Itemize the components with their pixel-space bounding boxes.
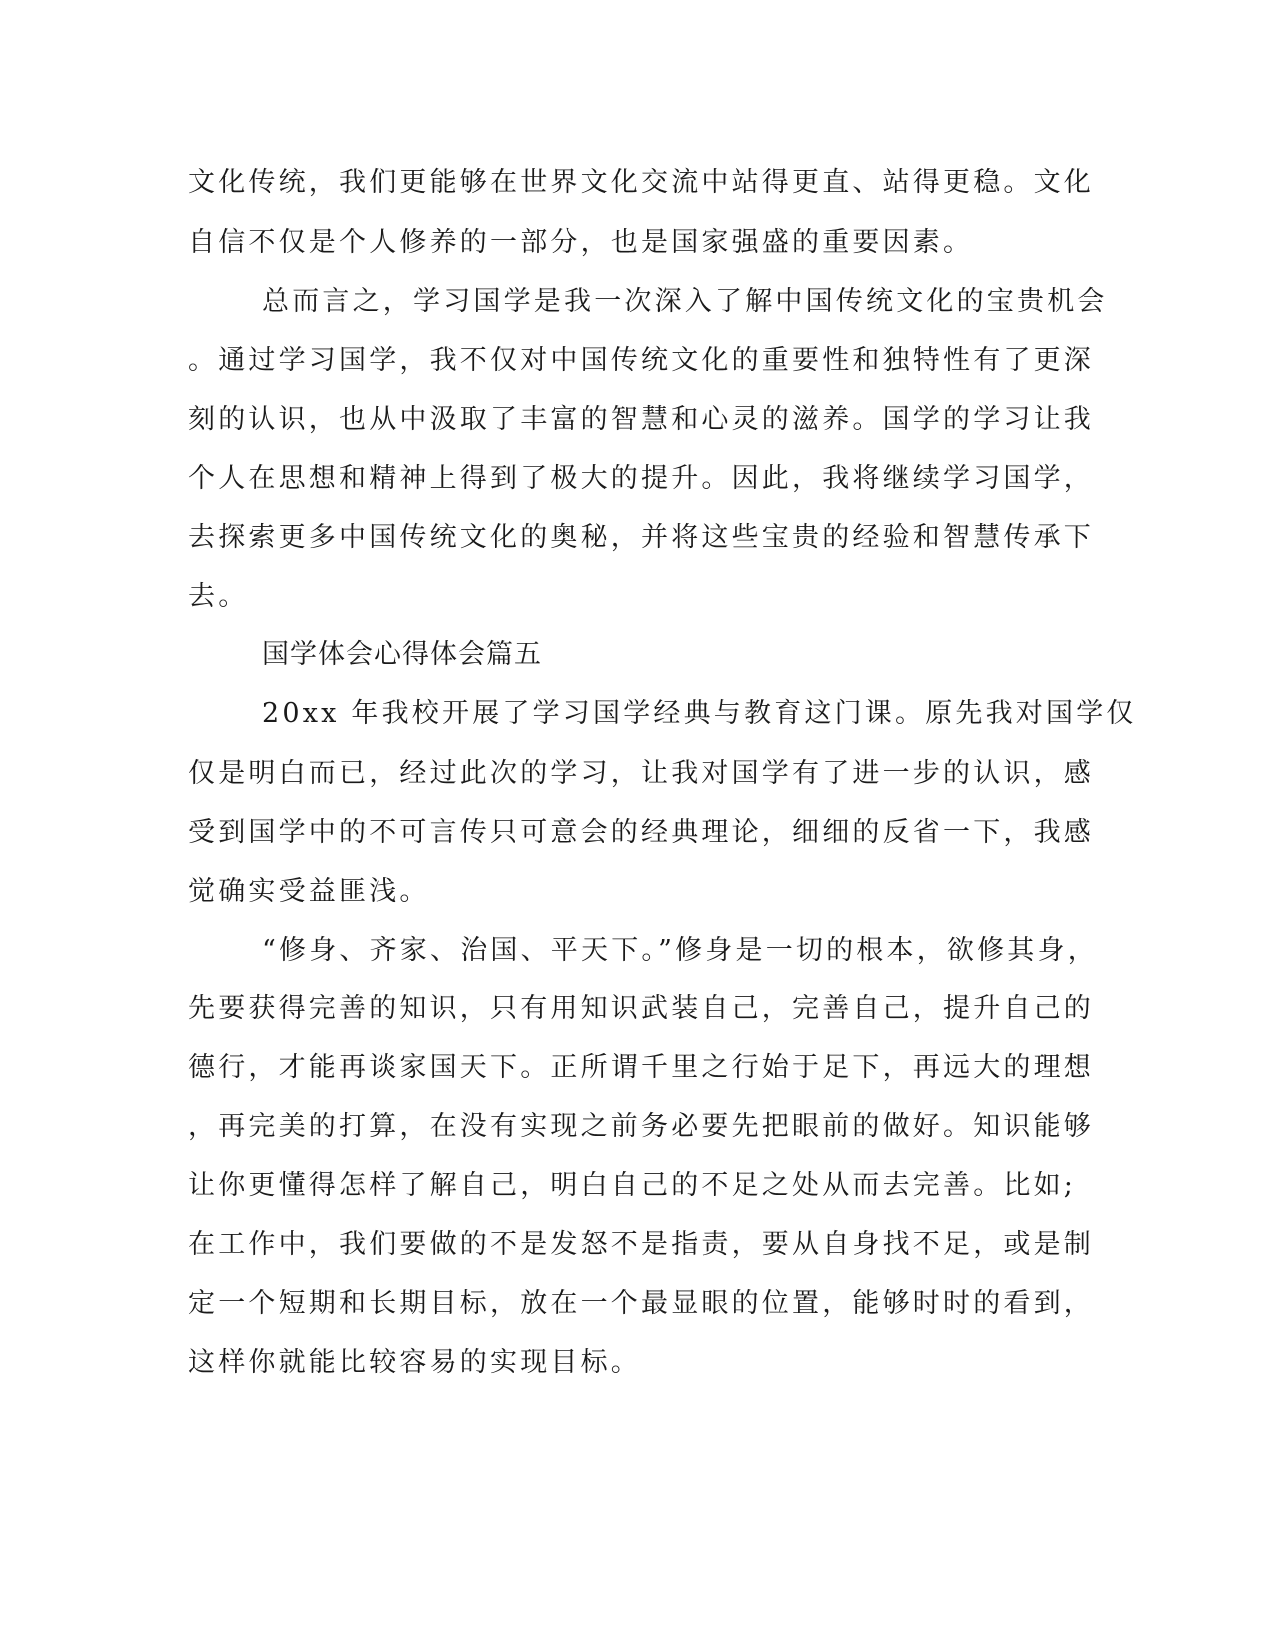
text-line: 自信不仅是个人修养的一部分，也是国家强盛的重要因素。 [188, 227, 974, 258]
text-line: ，再完美的打算，在没有实现之前务必要先把眼前的做好。知识能够 [188, 1111, 1094, 1142]
text-line: 让你更懂得怎样了解自己，明白自己的不足之处从而去完善。比如; [188, 1170, 1077, 1201]
text-line: 受到国学中的不可言传只可意会的经典理论，细细的反省一下，我感 [188, 817, 1094, 848]
text-line: 仅是明白而已，经过此次的学习，让我对国学有了进一步的认识，感 [188, 758, 1094, 789]
text-line: 文化传统，我们更能够在世界文化交流中站得更直、站得更稳。文化 [188, 167, 1094, 198]
paragraph-start-line: 总而言之，学习国学是我一次深入了解中国传统文化的宝贵机会 [262, 286, 1108, 317]
text-line: 个人在思想和精神上得到了极大的提升。因此，我将继续学习国学， [188, 463, 1094, 494]
section-heading: 国学体会心得体会篇五 [262, 639, 542, 670]
text-line: 这样你就能比较容易的实现目标。 [188, 1347, 641, 1378]
text-line: 德行，才能再谈家国天下。正所谓千里之行始于足下，再远大的理想 [188, 1052, 1094, 1083]
text-line: 觉确实受益匪浅。 [188, 876, 430, 907]
text-line: 去探索更多中国传统文化的奥秘，并将这些宝贵的经验和智慧传承下 [188, 522, 1094, 553]
paragraph-start-line: “修身、齐家、治国、平天下。”修身是一切的根本，欲修其身， [262, 935, 1098, 966]
text-line: 先要获得完善的知识，只有用知识武装自己，完善自己，提升自己的 [188, 993, 1094, 1024]
text-line: 定一个短期和长期目标，放在一个最显眼的位置，能够时时的看到， [188, 1288, 1094, 1319]
text-line: 去。 [188, 581, 249, 612]
text-line: 在工作中，我们要做的不是发怒不是指责，要从自身找不足，或是制 [188, 1229, 1094, 1260]
text-line: 刻的认识，也从中汲取了丰富的智慧和心灵的滋养。国学的学习让我 [188, 404, 1094, 435]
text-line: 。通过学习国学，我不仅对中国传统文化的重要性和独特性有了更深 [188, 345, 1094, 376]
paragraph-start-line: 20xx 年我校开展了学习国学经典与教育这门课。原先我对国学仅 [262, 698, 1137, 729]
